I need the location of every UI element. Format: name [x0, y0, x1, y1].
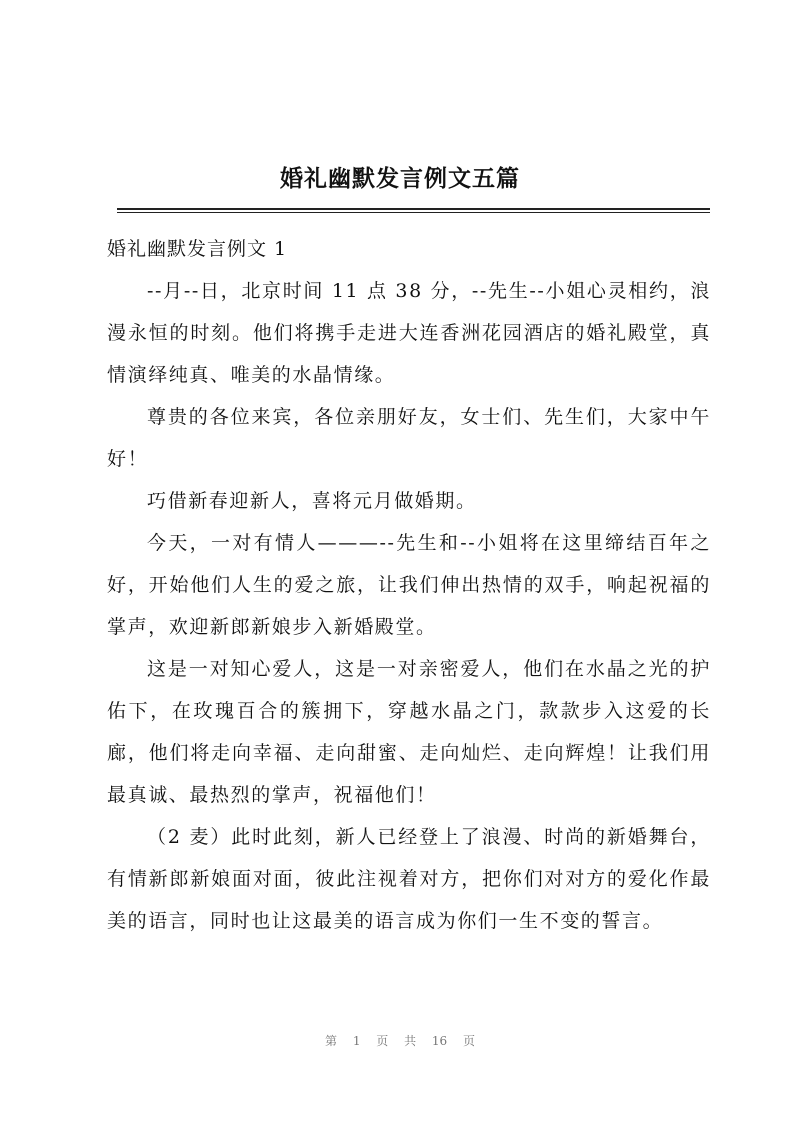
document-body: [107, 228, 711, 942]
paragraph-5: 这是一对知心爱人，这是一对亲密爱人，他们在水晶之光的护佑下，在玫瑰百合的簇拥下，穿越水晶之门，款款步入这爱的长廊，他们将走向幸福、走向甜蜜、走向灿烂、走向辉煌！让我们用最真诚、最热烈的掌声，祝福他们！: [107, 658, 711, 806]
paragraph-1: --月--日，北京时间 11 点 38 分，--先生--小姐心灵相约，浪漫永恒的时刻。他们将携手走进大连香洲花园酒店的婚礼殿堂，真情演绎纯真、唯美的水晶情缘。: [107, 280, 711, 386]
document-title: 婚礼幽默发言例文五篇: [280, 165, 520, 192]
title-divider: [117, 208, 710, 213]
paragraph-4: 今天，一对有情人———--先生和--小姐将在这里缔结百年之好，开始他们人生的爱之旅，让我们伸出热情的双手，响起祝福的掌声，欢迎新郎新娘步入新婚殿堂。: [107, 532, 711, 638]
section-heading: 婚礼幽默发言例文 1: [107, 238, 288, 260]
paragraph-3: 巧借新春迎新人，喜将元月做婚期。: [147, 490, 477, 512]
paragraph-2: 尊贵的各位来宾，各位亲朋好友，女士们、先生们，大家中午好！: [107, 406, 711, 470]
paragraph-6: （2 麦）此时此刻，新人已经登上了浪漫、时尚的新婚舞台，有情新郎新娘面对面，彼此注视着对方，把你们对对方的爱化作最美的语言，同时也让这最美的语言成为你们一生不变的誓言。: [107, 826, 711, 932]
page-number-footer: 第 1 页 共 16 页: [325, 1034, 475, 1048]
